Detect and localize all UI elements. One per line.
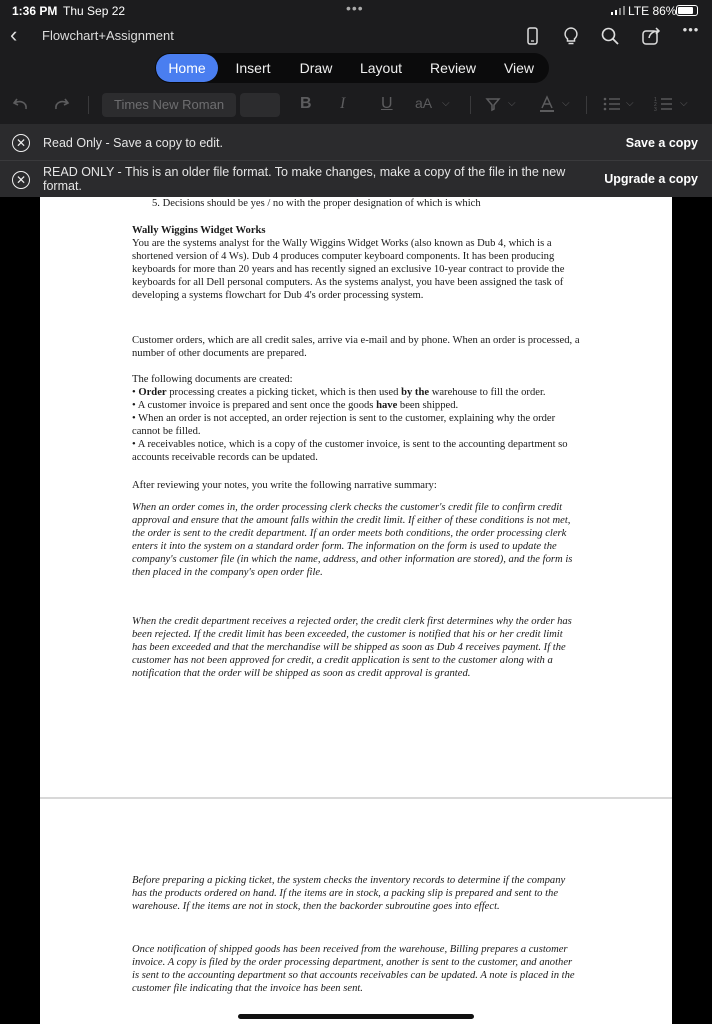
highlighter-icon[interactable] (484, 95, 504, 113)
bold-button[interactable]: B (300, 95, 312, 112)
older-format-banner (0, 161, 712, 197)
svg-text:1: 1 (654, 97, 657, 103)
redo-icon[interactable] (52, 95, 70, 113)
documents-intro: The following documents are created: (132, 374, 293, 385)
status-time: 1:36 PM (12, 4, 58, 18)
bullet-customer-invoice: • A customer invoice is prepared and sent once the goods have been shipped. (132, 400, 459, 411)
section-heading: Wally Wiggins Widget Works (132, 225, 266, 236)
older-format-message: READ ONLY - This is an older file format. To make changes, make a copy of the file in the new format. (43, 165, 566, 193)
title-bar (0, 22, 712, 52)
network-battery-text: LTE 86% (628, 4, 677, 18)
bullet-order-rejection: • When an order is not accepted, an order rejection is sent to the customer, explaining why the order cannot be filled. (132, 413, 556, 437)
multitask-dots-icon[interactable]: ••• (346, 0, 364, 16)
read-only-banner (0, 124, 712, 161)
bullet-receivables-notice: • A receivables notice, which is a copy of the customer invoice, is sent to the accounting department so accounts receivable records can be updated. (132, 439, 568, 463)
more-options-icon[interactable]: ••• (682, 22, 700, 37)
tab-home[interactable]: Home (156, 54, 218, 82)
document-page[interactable] (40, 197, 672, 797)
signal-icon (611, 6, 625, 15)
save-a-copy-button[interactable]: Save a copy (625, 136, 698, 150)
search-icon[interactable] (599, 25, 621, 47)
close-circle-icon[interactable]: ✕ (12, 171, 30, 189)
share-icon[interactable] (640, 25, 662, 47)
toolbar-divider (470, 96, 471, 114)
bullet-list-icon[interactable] (602, 95, 622, 113)
summary-intro: After reviewing your notes, you write the following narrative summary: (132, 480, 437, 491)
intro-paragraph: You are the systems analyst for the Wally Wiggins Widget Works (also known as Dub 4, which is a shortened version of 4 Ws). Dub 4 produces computer keyboard components. It has been producing keyboards for more than 20 years and has recently signed an exclusive 10-year contract to provide the keyboards for all Dell personal computers. As the systems analyst, you have been assigned the task of developing a systems flowchart for Dub 4's order processing system. (132, 238, 565, 301)
tab-draw[interactable]: Draw (299, 60, 333, 76)
chevron-down-icon: ⌵ (680, 98, 688, 109)
upgrade-a-copy-button[interactable]: Upgrade a copy (604, 172, 698, 186)
tab-insert[interactable]: Insert (235, 60, 271, 76)
font-size-change-button[interactable]: aA (415, 95, 433, 111)
close-circle-icon[interactable]: ✕ (12, 134, 30, 152)
chevron-down-icon: ⌵ (508, 98, 516, 109)
battery-icon (676, 5, 698, 16)
tab-strip (155, 53, 549, 83)
narrative-paragraph-3: Before preparing a picking ticket, the system checks the inventory records to determine if the company has the products ordered on hand. If the items are in stock, a packing slip is prepared and sent to the warehouse. If the items are not in stock, then the backorder subroutine goes into effect. (132, 875, 566, 912)
underline-button[interactable]: U (381, 95, 393, 112)
svg-text:3: 3 (654, 107, 657, 113)
bullet-order-processing: • Order processing creates a picking ticket, which is then used by the warehouse to fill the order. (132, 387, 546, 398)
home-indicator[interactable] (238, 1014, 474, 1019)
status-date: Thu Sep 22 (63, 4, 126, 18)
chevron-down-icon: ⌵ (442, 98, 450, 109)
font-size-select[interactable] (240, 93, 280, 117)
narrative-paragraph-1: When an order comes in, the order processing clerk checks the customer's credit file to confirm credit approval and ensure that the amount falls within the credit limit. If either of these conditions is not met, the order is sent to the credit department. If an order meets both conditions, the order processing clerk enters it into the system on a standard order form. The information on the form is used to update the company's customer file (in which the name, address, and other information are stored), and the form is then placed in the company's open order file. (132, 502, 573, 578)
formatting-toolbar (0, 86, 712, 124)
italic-button[interactable]: I (340, 95, 346, 112)
list-item-5: 5. Decisions should be yes / no with the proper designation of which is which (152, 198, 481, 209)
numbered-list-icon[interactable] (654, 95, 674, 113)
tab-review[interactable]: Review (430, 60, 476, 76)
font-family-select[interactable]: Times New Roman (102, 93, 236, 117)
orders-paragraph: Customer orders, which are all credit sales, arrive via e-mail and by phone. When an order is processed, a number of other documents are prepared. (132, 335, 580, 359)
undo-icon[interactable] (12, 95, 30, 113)
tab-view[interactable]: View (503, 60, 535, 76)
chevron-down-icon: ⌵ (562, 98, 570, 109)
read-only-message: Read Only - Save a copy to edit. (43, 136, 223, 150)
toolbar-divider (586, 96, 587, 114)
lightbulb-icon[interactable] (560, 25, 582, 47)
narrative-paragraph-4: Once notification of shipped goods has been received from the warehouse, Billing prepares a customer invoice. A copy is filed by the order processing department, another is sent to the customer, and another is sent to the accounting department so that accounts receivables can be updated. A note is placed in the customer file indicating that the invoice has been sent. (132, 944, 575, 994)
phone-view-icon[interactable] (521, 25, 543, 47)
toolbar-divider (88, 96, 89, 114)
chevron-down-icon: ⌵ (626, 98, 634, 109)
svg-text:2: 2 (654, 102, 657, 108)
document-title: Flowchart+Assignment (42, 28, 174, 43)
ribbon-tabs (0, 52, 712, 86)
font-color-icon[interactable] (538, 95, 556, 113)
tab-layout[interactable]: Layout (359, 60, 403, 76)
narrative-paragraph-2: When the credit department receives a rejected order, the credit clerk first determines why the order has been rejected. If the credit limit has been exceeded, the customer is notified that his or her credit limit has been exceeded and that the merchandise will be shipped as soon as Dub 4 receives payment. If the customer has not been approved for credit, a credit application is sent to the customer along with a notification that the order will be shipped as soon as credit approval is granted. (132, 616, 572, 679)
status-bar (0, 0, 712, 22)
document-page[interactable] (40, 799, 672, 1024)
back-chevron-icon[interactable]: ‹ (10, 22, 18, 47)
documents-list (132, 373, 580, 464)
